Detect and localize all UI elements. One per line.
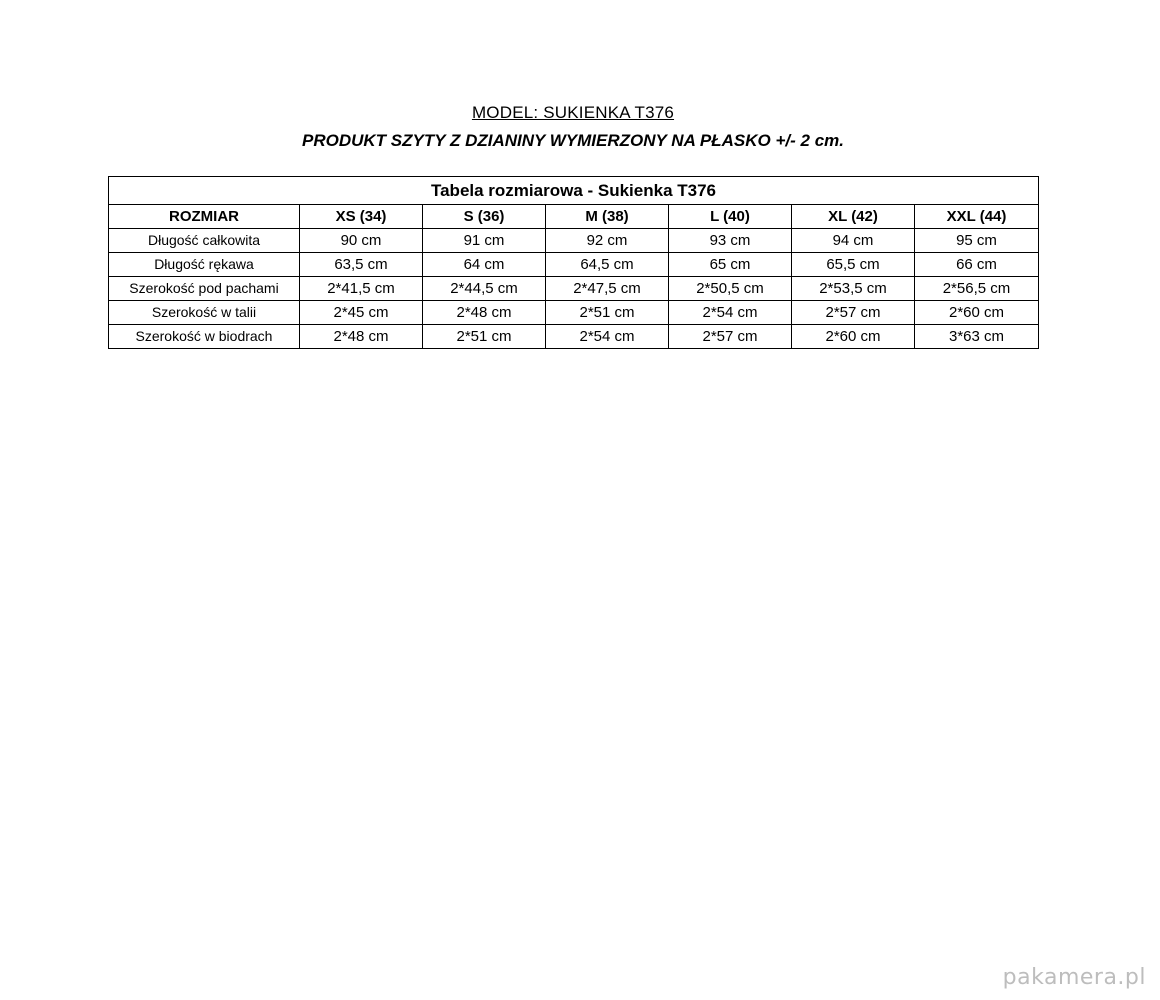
table-cell: 2*48 cm [300,325,423,349]
table-cell: 2*51 cm [423,325,546,349]
table-cell: 2*57 cm [669,325,792,349]
table-cell: 63,5 cm [300,253,423,277]
table-cell: 92 cm [546,229,669,253]
size-table [108,176,1039,349]
table-header-row [109,205,1039,229]
page-title: MODEL: SUKIENKA T376 [471,103,675,122]
table-cell: 2*60 cm [792,325,915,349]
row-label: Długość całkowita [109,229,300,253]
row-label: Szerokość w biodrach [109,325,300,349]
table-cell: 2*48 cm [423,301,546,325]
table-cell: 65,5 cm [792,253,915,277]
table-cell: 2*53,5 cm [792,277,915,301]
size-header-label: ROZMIAR [109,205,300,229]
row-label: Szerokość w talii [109,301,300,325]
table-cell: 91 cm [423,229,546,253]
size-header: XXL (44) [915,205,1039,229]
row-label: Długość rękawa [109,253,300,277]
table-cell: 64,5 cm [546,253,669,277]
table-cell: 2*47,5 cm [546,277,669,301]
table-row [109,229,1039,253]
watermark-logo: pakamera.pl [1002,965,1146,990]
table-row [109,253,1039,277]
table-cell: 95 cm [915,229,1039,253]
table-cell: 2*54 cm [546,325,669,349]
table-cell: 2*54 cm [669,301,792,325]
measurement-note: PRODUKT SZYTY Z DZIANINY WYMIERZONY NA PŁASKO +/- 2 cm. [301,131,845,150]
table-cell: 2*57 cm [792,301,915,325]
table-row [109,301,1039,325]
table-row [109,277,1039,301]
table-caption-row [109,177,1039,205]
table-cell: 2*60 cm [915,301,1039,325]
table-cell: 90 cm [300,229,423,253]
table-cell: 3*63 cm [915,325,1039,349]
table-cell: 93 cm [669,229,792,253]
table-row [109,325,1039,349]
size-header: M (38) [546,205,669,229]
size-header: XS (34) [300,205,423,229]
table-cell: 2*51 cm [546,301,669,325]
table-cell: 2*45 cm [300,301,423,325]
table-cell: 2*56,5 cm [915,277,1039,301]
table-cell: 2*44,5 cm [423,277,546,301]
size-header: S (36) [423,205,546,229]
size-header: L (40) [669,205,792,229]
table-cell: 2*50,5 cm [669,277,792,301]
row-label: Szerokość pod pachami [109,277,300,301]
table-cell: 2*41,5 cm [300,277,423,301]
table-caption: Tabela rozmiarowa - Sukienka T376 [109,177,1039,205]
table-cell: 66 cm [915,253,1039,277]
table-cell: 94 cm [792,229,915,253]
size-header: XL (42) [792,205,915,229]
table-cell: 65 cm [669,253,792,277]
table-cell: 64 cm [423,253,546,277]
